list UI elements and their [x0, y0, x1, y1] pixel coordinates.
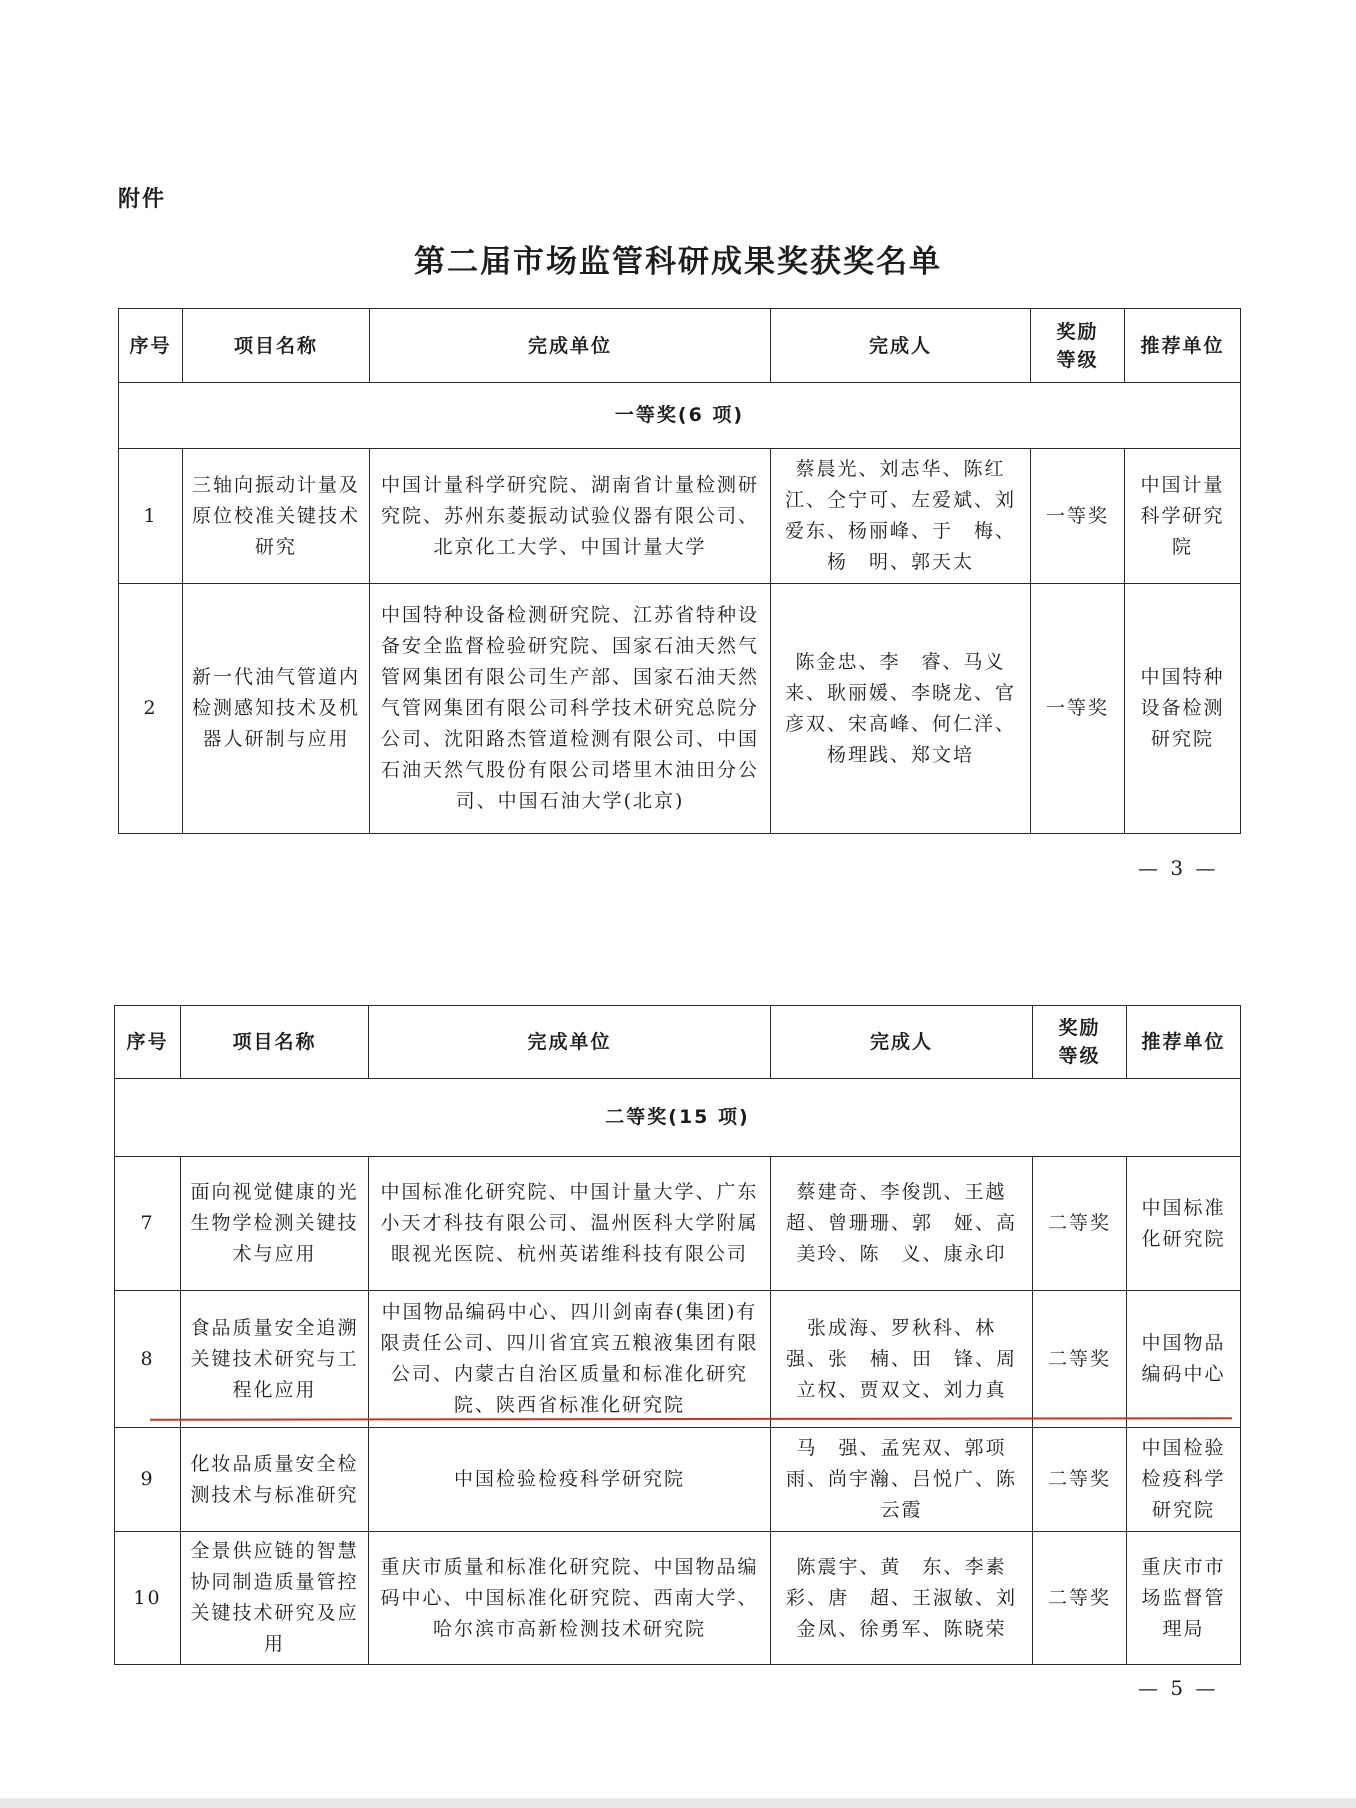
cell-no: 10: [115, 1532, 181, 1665]
cell-recommender: 中国标准化研究院: [1127, 1157, 1241, 1291]
cell-level: 二等奖: [1033, 1428, 1127, 1532]
header-level-line1: 奖励: [1058, 1017, 1101, 1039]
header-persons: 完成人: [771, 1006, 1033, 1079]
cell-level: 一等奖: [1031, 584, 1125, 834]
cell-level: 二等奖: [1033, 1291, 1127, 1428]
cell-no: 9: [115, 1428, 181, 1532]
cell-units: 中国计量科学研究院、湖南省计量检测研究院、苏州东菱振动试验仪器有限公司、北京化工大学、中国计量大学: [370, 449, 771, 584]
cell-units: 中国特种设备检测研究院、江苏省特种设备安全监督检验研究院、国家石油天然气管网集团有限公司生产部、国家石油天然气管网集团有限公司科学技术研究总院分公司、沈阳路杰管道检测有限公司、中国石油天然气股份有限公司塔里木油田分公司、中国石油大学(北京): [370, 584, 771, 834]
table-row: [115, 1291, 1241, 1428]
header-units: 完成单位: [369, 1006, 771, 1079]
cell-level: 一等奖: [1031, 449, 1125, 584]
table-row: [119, 584, 1241, 834]
cell-project: 食品质量安全追溯关键技术研究与工程化应用: [181, 1291, 369, 1428]
page-number: — 3 —: [1138, 856, 1219, 880]
table-row: [115, 1157, 1241, 1291]
cell-recommender: 中国计量科学研究院: [1125, 449, 1241, 584]
cell-level: 二等奖: [1033, 1157, 1127, 1291]
cell-no: 7: [115, 1157, 181, 1291]
cell-no: 2: [119, 584, 183, 834]
cell-persons: 马 强、孟宪双、郭项雨、尚宇瀚、吕悦广、陈云霞: [771, 1428, 1033, 1532]
table-header-row: [115, 1006, 1241, 1079]
header-units: 完成单位: [370, 309, 771, 383]
cell-no: 1: [119, 449, 183, 584]
cell-persons: 陈金忠、李 睿、马义来、耿丽媛、李晓龙、官彦双、宋高峰、何仁洋、杨理践、郑文培: [771, 584, 1031, 834]
header-level-line2: 等级: [1056, 348, 1099, 371]
header-persons: 完成人: [771, 309, 1031, 383]
table-header-row: [119, 309, 1241, 383]
table-row: [119, 449, 1241, 584]
cell-persons: 陈震宇、黄 东、李素彩、唐 超、王淑敏、刘金凤、徐勇军、陈晓荣: [771, 1532, 1033, 1665]
cell-units: 中国检验检疫科学研究院: [369, 1428, 771, 1532]
cell-persons: 蔡建奇、李俊凯、王越超、曾珊珊、郭 娅、高美玲、陈 义、康永印: [771, 1157, 1033, 1291]
table-row: [115, 1428, 1241, 1532]
cell-recommender: 重庆市市场监督管理局: [1127, 1532, 1241, 1665]
attachment-label: 附件: [118, 186, 167, 212]
cell-units: 中国物品编码中心、四川剑南春(集团)有限责任公司、四川省宜宾五粮液集团有限公司、内蒙古自治区质量和标准化研究院、陕西省标准化研究院: [369, 1291, 771, 1428]
header-no: 序号: [115, 1006, 181, 1079]
awards-table-page-3: [118, 308, 1241, 834]
cell-recommender: 中国物品编码中心: [1127, 1291, 1241, 1428]
cell-project: 新一代油气管道内检测感知技术及机器人研制与应用: [183, 584, 370, 834]
header-no: 序号: [119, 309, 183, 383]
cell-persons: 张成海、罗秋科、林 强、张 楠、田 锋、周立权、贾双文、刘力真: [771, 1291, 1033, 1428]
scan-bottom-edge: [0, 1798, 1356, 1808]
header-recommender: 推荐单位: [1125, 309, 1241, 383]
cell-units: 重庆市质量和标准化研究院、中国物品编码中心、中国标准化研究院、西南大学、哈尔滨市高新检测技术研究院: [369, 1532, 771, 1665]
cell-recommender: 中国特种设备检测研究院: [1125, 584, 1241, 834]
section-label: 二等奖(15 项): [115, 1079, 1241, 1157]
table-row: [115, 1532, 1241, 1665]
cell-project: 三轴向振动计量及原位校准关键技术研究: [183, 449, 370, 584]
header-level: [1031, 309, 1125, 383]
cell-project: 全景供应链的智慧协同制造质量管控关键技术研究及应用: [181, 1532, 369, 1665]
cell-project: 面向视觉健康的光生物学检测关键技术与应用: [181, 1157, 369, 1291]
page-number: — 5 —: [1138, 1676, 1219, 1700]
header-recommender: 推荐单位: [1127, 1006, 1241, 1079]
cell-no: 8: [115, 1291, 181, 1428]
section-row-second-prize: [115, 1079, 1241, 1157]
cell-persons: 蔡晨光、刘志华、陈红江、仝宁可、左爱斌、刘爱东、杨丽峰、于 梅、杨 明、郭天太: [771, 449, 1031, 584]
cell-units: 中国标准化研究院、中国计量大学、广东小天才科技有限公司、温州医科大学附属眼视光医院、杭州英诺维科技有限公司: [369, 1157, 771, 1291]
cell-recommender: 中国检验检疫科学研究院: [1127, 1428, 1241, 1532]
awards-table-page-5: [114, 1005, 1241, 1665]
header-project: 项目名称: [181, 1006, 369, 1079]
header-level-line2: 等级: [1058, 1045, 1101, 1067]
cell-project: 化妆品质量安全检测技术与标准研究: [181, 1428, 369, 1532]
cell-level: 二等奖: [1033, 1532, 1127, 1665]
header-level: [1033, 1006, 1127, 1079]
document-title: 第二届市场监管科研成果奖获奖名单: [414, 244, 942, 280]
section-row-first-prize: [119, 383, 1241, 449]
header-project: 项目名称: [183, 309, 370, 383]
section-label: 一等奖(6 项): [119, 383, 1241, 449]
header-level-line1: 奖励: [1056, 320, 1099, 343]
